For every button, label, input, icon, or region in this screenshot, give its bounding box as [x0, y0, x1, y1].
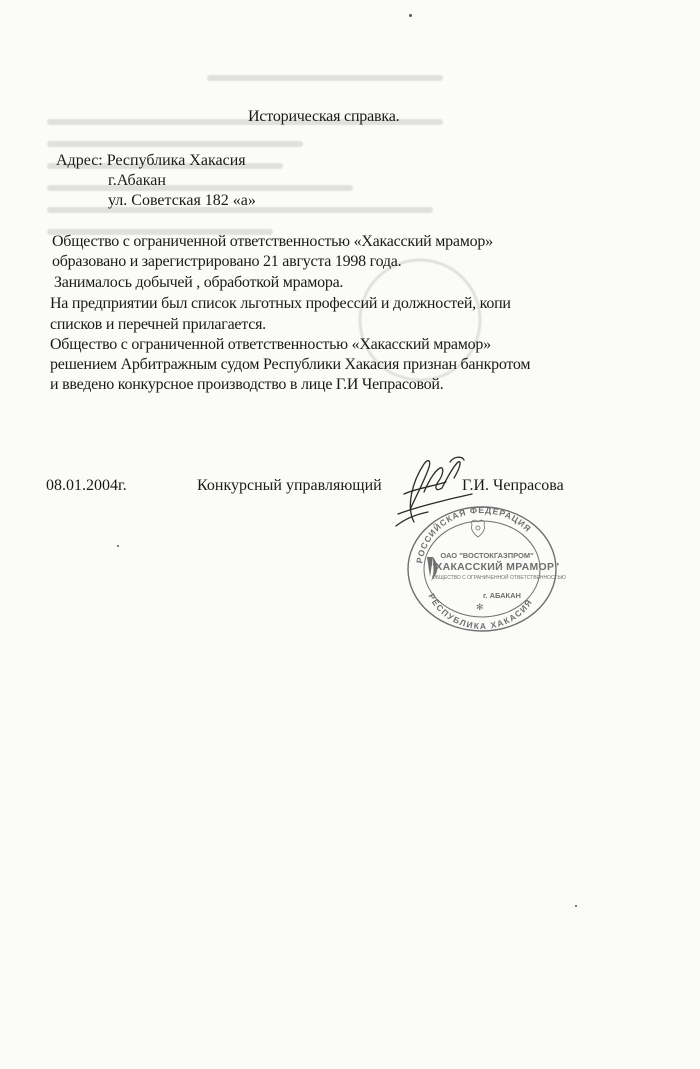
body-line: списков и перечней прилагается.	[50, 316, 266, 333]
svg-text:РЕСПУБЛИКА ХАКАСИЯ: РЕСПУБЛИКА ХАКАСИЯ	[426, 591, 535, 632]
seal-line-company-parent: ОАО "ВОСТОКГАЗПРОМ"	[440, 551, 534, 560]
signer-name: Г.И. Чепрасова	[462, 477, 564, 494]
document-title: Историческая справка.	[248, 108, 400, 125]
seal-line-legal-form: ОБЩЕСТВО С ОГРАНИЧЕННОЙ ОТВЕТСТВЕННОСТЬЮ	[432, 575, 566, 581]
address-line-city: г.Абакан	[108, 172, 166, 189]
signer-position: Конкурсный управляющий	[197, 477, 382, 494]
seal-line-company-name: "ХАКАССКИЙ МРАМОР"	[430, 561, 560, 573]
document-date: 08.01.2004г.	[46, 477, 127, 494]
body-line: и введено конкурсное производство в лице Г.И Чепрасовой.	[50, 376, 444, 393]
address-line-region: Адрес: Республика Хакасия	[56, 152, 246, 169]
scan-speck	[409, 14, 412, 17]
seal-star-icon: ✻	[476, 602, 484, 612]
body-line: решением Арбитражным судом Республики Хакасия признан банкротом	[50, 356, 531, 373]
scan-speck	[117, 545, 119, 547]
svg-text:РОССИЙСКАЯ ФЕДЕРАЦИЯ: РОССИЙСКАЯ ФЕДЕРАЦИЯ	[414, 504, 534, 564]
seal-line-city: г. АБАКАН	[483, 591, 521, 600]
body-line: Общество с ограниченной ответственностью «Хакасский мрамор»	[52, 233, 493, 250]
body-line: Общество с ограниченной ответственностью «Хакасский мрамор»	[50, 336, 491, 353]
scan-speck	[575, 905, 577, 907]
body-line: На предприятии был список льготных профессий и должностей, копи	[50, 295, 511, 312]
address-line-street: ул. Советская 182 «а»	[108, 192, 256, 209]
body-line: Занималось добычей , обработкой мрамора.	[54, 274, 344, 291]
body-line: образовано и зарегистрировано 21 августа 1998 года.	[52, 253, 402, 270]
